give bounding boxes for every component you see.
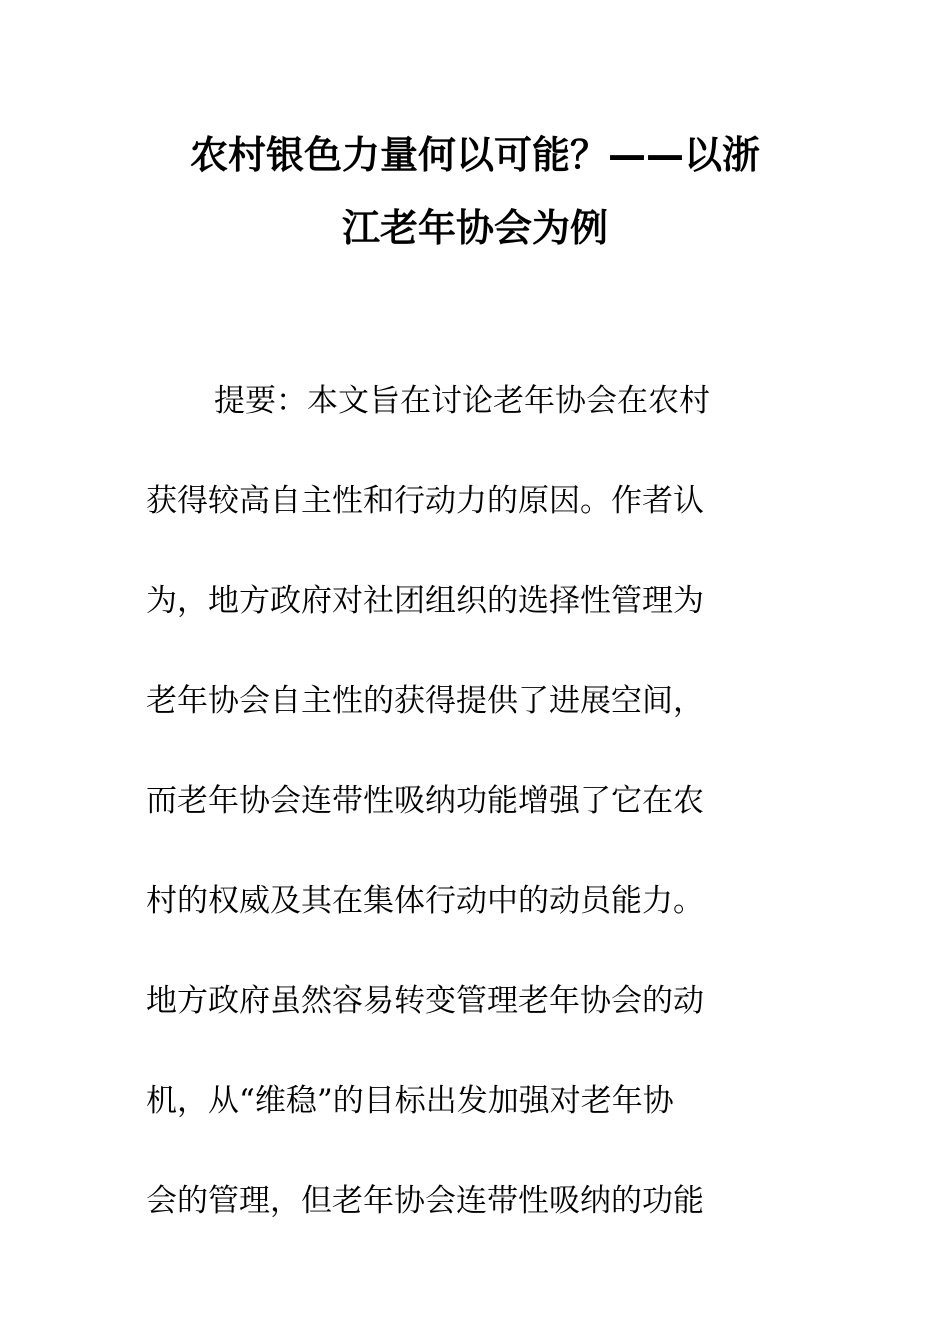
document-title-line-1: 农村银色力量何以可能？——以浙 <box>189 133 760 177</box>
abstract-line-7: 地方政府虽然容易转变管理老年协会的动 <box>146 983 704 1019</box>
abstract-line-3: 为，地方政府对社团组织的选择性管理为 <box>146 583 704 619</box>
abstract-line-4: 老年协会自主性的获得提供了进展空间， <box>146 683 704 719</box>
abstract-line-8: 机，从“维稳”的目标出发加强对老年协 <box>146 1083 674 1119</box>
abstract-line-9: 会的管理，但老年协会连带性吸纳的功能 <box>146 1183 704 1219</box>
abstract-line-5: 而老年协会连带性吸纳功能增强了它在农 <box>146 783 704 819</box>
abstract-line-6: 村的权威及其在集体行动中的动员能力。 <box>146 883 704 919</box>
abstract-line-1: 提要：本文旨在讨论老年协会在农村 <box>214 383 710 419</box>
document-title-line-2: 江老年协会为例 <box>341 206 608 250</box>
abstract-line-2: 获得较高自主性和行动力的原因。作者认 <box>146 483 704 519</box>
